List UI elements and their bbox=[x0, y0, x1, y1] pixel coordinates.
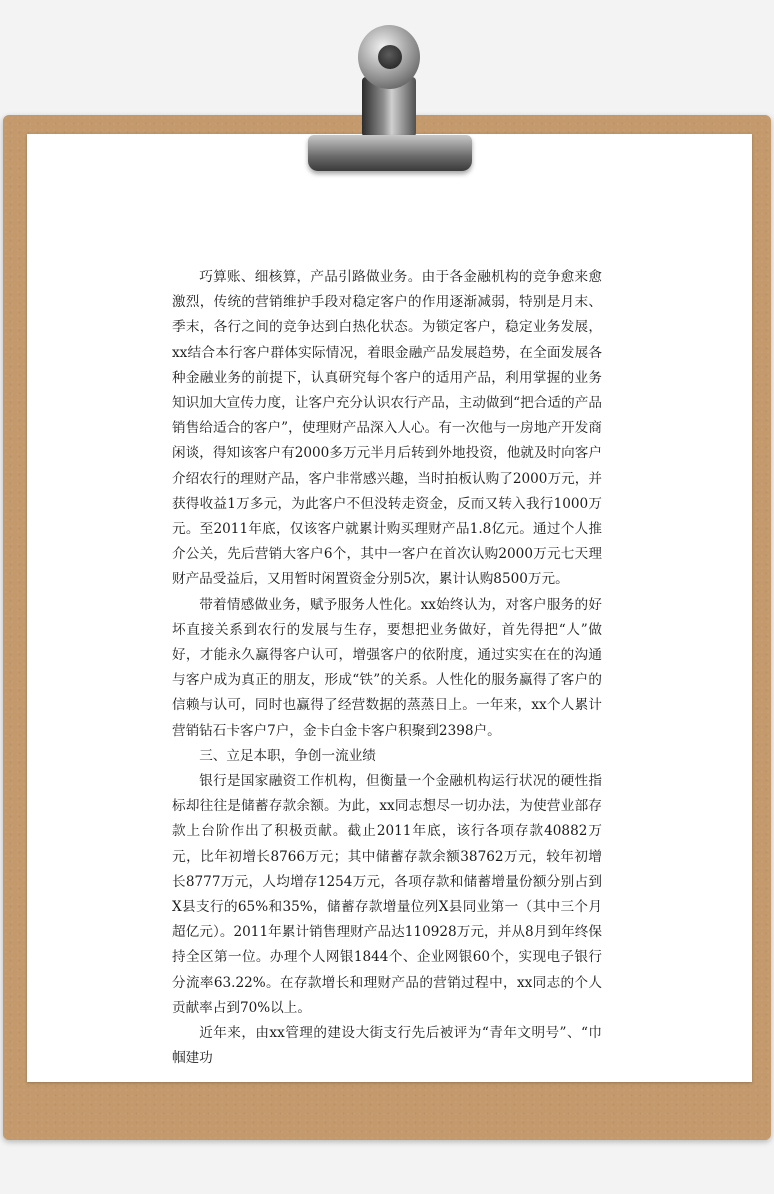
clip-hole bbox=[378, 45, 402, 69]
paragraph-product-marketing: 巧算账、细核算，产品引路做业务。由于各金融机构的竞争愈来愈激烈，传统的营销维护手段对稳定客户的作用逐渐减弱，特别是月末、季末，各行之间的竞争达到白热化状态。为锁定客户，稳定业务发展，xx结合本行客户群体实际情况，着眼金融产品发展趋势，在全面发展各种金融业务的前提下，认真研究每个客户的适用产品，利用掌握的业务知识加大宣传力度，让客户充分认识农行产品，主动做到“把合适的产品销售给适合的客户”，使理财产品深入人心。有一次他与一房地产开发商闲谈，得知该客户有2000多万元半月后转到外地投资，他就及时向客户介绍农行的理财产品，客户非常感兴趣，当时拍板认购了2000万元，并获得收益1万多元，为此客户不但没转走资金，反而又转入我行1000万元。至2011年底，仅该客户就累计购买理财产品1.8亿元。通过个人推介公关，先后营销大客户6个，其中一客户在首次认购2000万元七天理财产品受益后，又用暂时闲置资金分别5次，累计认购8500万元。 bbox=[172, 269, 602, 588]
binder-clip bbox=[300, 25, 480, 175]
paragraph-humanized-service: 带着情感做业务，赋予服务人性化。xx始终认为，对客户服务的好坏直接关系到农行的发展与生存，要想把业务做好，首先得把“人”做好，才能永久赢得客户认可，增强客户的依附度，通过实实在在的沟通与客户成为真正的朋友，形成“铁”的关系。人性化的服务赢得了客户的信赖与认可，同时也赢得了经营数据的蒸蒸日上。一年来，xx个人累计营销钻石卡客户7户，金卡白金卡客户积聚到2398户。 bbox=[172, 596, 602, 739]
document-body bbox=[172, 265, 602, 1072]
clip-base bbox=[308, 135, 472, 171]
paragraph-deposit-performance: 银行是国家融资工作机构，但衡量一个金融机构运行状况的硬性指标却往往是储蓄存款余额。为此，xx同志想尽一切办法，为使营业部存款上台阶作出了积极贡献。截止2011年底，该行各项存款40882万元，比年初增长8766万元；其中储蓄存款余额38762万元，较年初增长8777万元，人均增存1254万元，各项存款和储蓄增量份额分别占到X县支行的65%和35%，储蓄存款增量位列X县同业第一（其中三个月超亿元）。2011年累计销售理财产品达110928万元，并从8月到年终保持全区第一位。办理个人网银1844个、企业网银60个，实现电子银行分流率63.22%。在存款增长和理财产品的营销过程中，xx同志的个人贡献率占到70%以上。 bbox=[172, 773, 602, 1016]
paragraph-honors: 近年来，由xx管理的建设大街支行先后被评为“青年文明号”、“巾帼建功 bbox=[172, 1025, 602, 1067]
section-heading: 三、立足本职，争创一流业绩 bbox=[199, 747, 376, 764]
